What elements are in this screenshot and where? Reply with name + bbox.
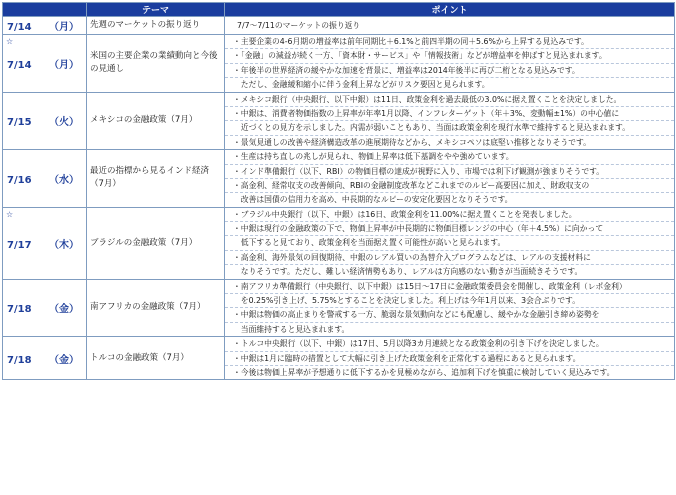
point-line: ・主要企業の4-6月期の増益率は前年同期比＋6.1%と前四半期の同＋5.6%から上昇する見込みです。 — [225, 35, 674, 49]
point-line: ・景気見通しの改善や経済構造改革の進展期待などから、メキシコペソは底堅い推移となりそうです。 — [233, 137, 591, 147]
point-line: なりそうです。ただし、難しい経済情勢もあり、レアルは方向感のない動きが当面続きそうです。 — [233, 267, 583, 277]
point-line: ・今後は物価上昇率が予想通りに低下するかを見極めながら、追加利下げを慎重に検討していく見込みです。 — [233, 367, 615, 377]
theme-cell: 最近の指標から見るインド経済（7月） — [87, 150, 225, 208]
weekday: （木） — [49, 239, 79, 251]
point-line: ・高金利、経常収支の改善傾向、RBIの金融制度改革などこれまでのルピー高要因に加え、財政収支の — [225, 179, 674, 193]
star-mark: ☆ — [6, 209, 14, 219]
point-line: 近づくとの見方を示しました。内需が弱いこともあり、当面は政策金利を現行水準で維持すると見込まれます。 — [225, 121, 674, 135]
point-cell — [225, 337, 675, 380]
point-line: ・トルコ中央銀行（以下、中銀）は17日、5月以降3カ月連続となる政策金利の引き下げを決定しました。 — [225, 337, 674, 351]
point-line: ・メキシコ銀行（中央銀行、以下中銀）は11日、政策金利を過去最低の3.0%に据え置くことを決定しました。 — [225, 93, 674, 107]
point-line: ・生産は持ち直しの兆しが見られ、物価上昇率は低下基調をやや強めています。 — [225, 150, 674, 164]
point-cell — [225, 150, 675, 208]
date: 7/14 — [7, 22, 32, 33]
point-line: 低下すると見ており、政策金利を当面据え置く可能性が高いと見られます。 — [225, 236, 674, 250]
date-cell — [3, 92, 87, 150]
point-line: を0.25%引き上げ、5.75%とすることを決定しました。利上げは今年1月以来、3会合ぶりです。 — [225, 294, 674, 308]
table-row — [3, 279, 675, 337]
date-cell — [3, 207, 87, 279]
header-date — [3, 3, 87, 17]
date: 7/15 — [7, 117, 32, 129]
date: 7/17 — [7, 239, 32, 251]
theme-cell: トルコの金融政策（7月） — [87, 337, 225, 380]
theme-cell: 米国の主要企業の業績動向と今後の見通し — [87, 35, 225, 93]
point-line: ・中銀は物価の高止まりを警戒する一方、脆弱な景気動向などにも配慮し、緩やかな金融引き締め姿勢を — [225, 308, 674, 322]
theme-cell: 南アフリカの金融政策（7月） — [87, 279, 225, 337]
date: 7/18 — [7, 354, 32, 366]
point-line: 当面維持すると見込まれます。 — [233, 324, 350, 334]
star-mark: ☆ — [6, 37, 14, 46]
point-line: ・南アフリカ準備銀行（中央銀行、以下中銀）は15日～17日に金融政策委員会を開催し、政策金利（レポ金利） — [225, 280, 674, 294]
date: 7/14 — [7, 59, 32, 71]
table-row — [3, 207, 675, 279]
table-row — [3, 92, 675, 150]
point-cell — [225, 279, 675, 337]
theme-cell: メキシコの金融政策（7月） — [87, 92, 225, 150]
weekday: （金） — [49, 354, 79, 366]
point-cell — [225, 17, 675, 35]
point-cell — [225, 92, 675, 150]
weekday: （水） — [49, 174, 79, 186]
date-cell — [3, 337, 87, 380]
table-row — [3, 337, 675, 380]
weekday: （月） — [49, 22, 79, 33]
point-line: ・中銀は1月に臨時の措置として大幅に引き上げた政策金利を正常化する過程にあると見られます。 — [225, 352, 674, 366]
header-point: ポイント — [225, 3, 675, 17]
date-cell — [3, 35, 87, 93]
point-line: 7/7～7/11のマーケットの振り返り — [237, 20, 361, 30]
point-line: ・インド準備銀行（以下、RBI）の物価目標の達成が視野に入り、市場では利下げ観測が強まりそうです。 — [225, 165, 674, 179]
weekday: （月） — [49, 59, 79, 71]
table-header — [3, 3, 675, 17]
date-cell — [3, 279, 87, 337]
schedule-table — [2, 2, 675, 380]
date-cell — [3, 17, 87, 35]
point-line: ・中銀は、消費者物価指数の上昇率が年率1月以降、インフレターゲット（年＋3%、変動幅±1%）の中心値に — [225, 107, 674, 121]
point-line: ・中銀は現行の金融政策の下で、物価上昇率が中長期的に物価目標レンジの中心（年＋4.5%）に向かって — [225, 222, 674, 236]
date: 7/16 — [7, 174, 32, 186]
point-line: ・高金利、海外景気の回復期待、中銀のレアル買いの為替介入プログラムなどは、レアルの支援材料に — [225, 251, 674, 265]
point-line: ・ブラジル中央銀行（以下、中銀）は16日、政策金利を11.00%に据え置くことを発表しました。 — [225, 208, 674, 222]
point-line: ただし、金融緩和縮小に伴う金利上昇などがリスク要因と見られます。 — [233, 80, 490, 90]
table-row — [3, 17, 675, 35]
point-cell — [225, 207, 675, 279]
weekday: （火） — [49, 117, 79, 129]
theme-cell: 先週のマーケットの振り返り — [87, 17, 225, 35]
table-row — [3, 150, 675, 208]
weekday: （金） — [49, 304, 79, 316]
point-line: ・年後半の世界経済の緩やかな加速を背景に、増益率は2014年後半に再び二桁となる見込みです。 — [225, 64, 674, 78]
header-theme: テーマ — [87, 3, 225, 17]
theme-cell: ブラジルの金融政策（7月） — [87, 207, 225, 279]
date-cell — [3, 150, 87, 208]
point-cell — [225, 35, 675, 93]
point-line: ・「金融」の減益が続く一方、「資本財・サービス」や「情報技術」などが増益率を伸ばすと見込まれます。 — [225, 49, 674, 63]
date: 7/18 — [7, 304, 32, 316]
point-line: 改善は国債の信用力を高め、中長期的なルピーの安定化要因となりそうです。 — [233, 195, 513, 205]
table-row — [3, 35, 675, 93]
